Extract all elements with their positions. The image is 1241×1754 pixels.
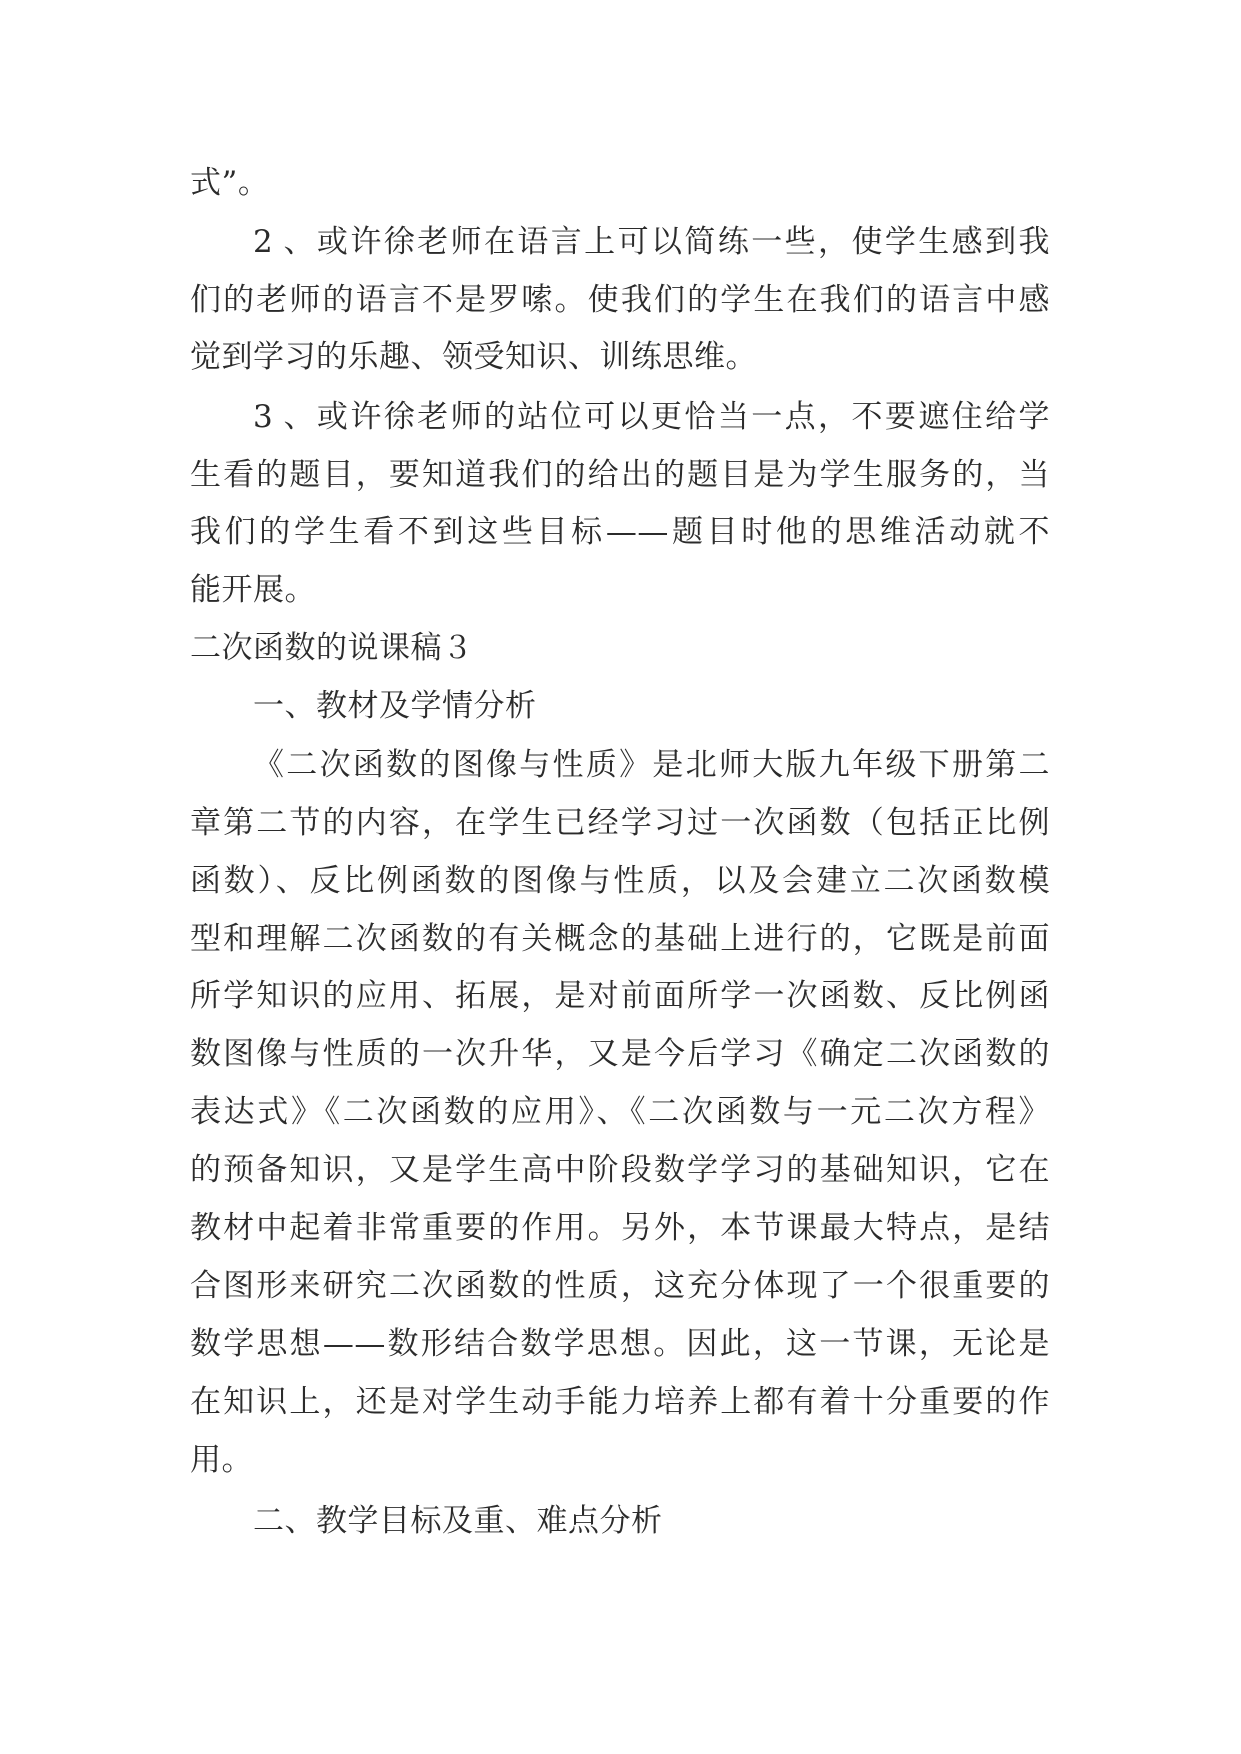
section-heading-1: 一、教材及学情分析 <box>253 688 537 724</box>
list-item-text: 或许徐老师的站位可以更恰当一点，不要遮住给学 <box>315 399 1050 435</box>
text-line: 《二次函数的图像与性质》是北师大版九年级下册第二 <box>253 747 1050 783</box>
text-line: 合图形来研究二次函数的性质，这充分体现了一个很重要的 <box>190 1268 1050 1304</box>
text-line: 在知识上，还是对学生动手能力培养上都有着十分重要的作 <box>190 1384 1050 1420</box>
text-line: 函数）、反比例函数的图像与性质，以及会建立二次函数模 <box>190 863 1050 899</box>
text-line: 能开展。 <box>190 572 316 608</box>
list-item-3 <box>253 388 1050 446</box>
list-number: 2、 <box>253 224 315 260</box>
text-line: 觉到学习的乐趣、领受知识、训练思维。 <box>190 339 757 375</box>
section-title: 二次函数的说课稿３ <box>190 630 474 666</box>
list-number: 3、 <box>253 399 315 435</box>
text-line: 数图像与性质的一次升华，又是今后学习《确定二次函数的 <box>190 1036 1050 1072</box>
text-line: 生看的题目，要知道我们的给出的题目是为学生服务的，当 <box>190 457 1050 493</box>
text-line: 数学思想——数形结合数学思想。因此，这一节课，无论是 <box>190 1326 1050 1362</box>
text-line: 我们的学生看不到这些目标——题目时他的思维活动就不 <box>190 514 1050 550</box>
list-item-text: 或许徐老师在语言上可以简练一些，使学生感到我 <box>315 224 1050 260</box>
text-line: 式”。 <box>190 165 270 201</box>
text-line: 表达式》《二次函数的应用》、《二次函数与一元二次方程》 <box>190 1094 1050 1130</box>
text-line: 的预备知识，又是学生高中阶段数学学习的基础知识，它在 <box>190 1152 1050 1188</box>
text-line: 章第二节的内容，在学生已经学习过一次函数（包括正比例 <box>190 805 1050 841</box>
section-heading-2: 二、教学目标及重、难点分析 <box>253 1503 663 1539</box>
text-line: 教材中起着非常重要的作用。另外，本节课最大特点，是结 <box>190 1210 1050 1246</box>
text-line: 型和理解二次函数的有关概念的基础上进行的，它既是前面 <box>190 921 1050 957</box>
text-line: 们的老师的语言不是罗嗦。使我们的学生在我们的语言中感 <box>190 282 1050 318</box>
text-line: 所学知识的应用、拓展，是对前面所学一次函数、反比例函 <box>190 978 1050 1014</box>
text-line: 用。 <box>190 1442 253 1478</box>
list-item-2 <box>253 213 1050 271</box>
